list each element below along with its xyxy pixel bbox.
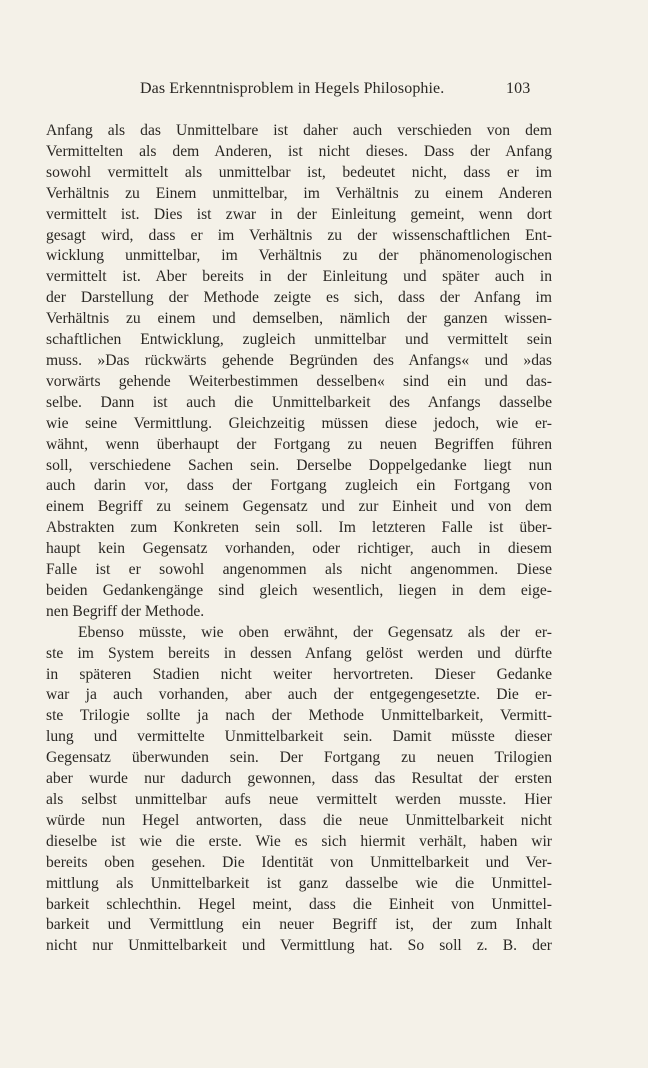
text-line: wicklung unmittelbar, im Verhältnis zu der phänomenologischen (46, 247, 552, 265)
text-line: Vermittelten als dem Anderen, ist nicht dieses. Dass der Anfang (46, 142, 552, 160)
text-line: nen Begriff der Methode. (46, 602, 205, 620)
text-line: als selbst unmittelbar aufs neue vermittelt werden musste. Hier (46, 791, 552, 808)
text-line: vermittelt ist. Dies ist zwar in der Einleitung gemeint, wenn dort (46, 205, 552, 223)
text-line: der Darstellung der Methode zeigte es sich, dass der Anfang im (46, 289, 552, 307)
text-line: ste im System bereits in dessen Anfang gelöst werden und dürfte (46, 644, 552, 662)
text-line: wähnt, wenn überhaupt der Fortgang zu neuen Begriffen führen (46, 435, 552, 453)
text-line: dieselbe ist wie die erste. Wie es sich hiermit verhält, haben wir (46, 832, 552, 850)
text-line: vermittelt ist. Aber bereits in der Einleitung und später auch in (46, 268, 552, 286)
text-line: nicht nur Unmittelbarkeit und Vermittlung hat. So soll z. B. der (46, 937, 552, 955)
paragraph (46, 121, 552, 623)
text-line: einem Begriff zu seinem Gegensatz und zur Einheit und von dem (46, 498, 552, 516)
text-line: muss. »Das rückwärts gehende Begründen des Anfangs« und »das (46, 351, 552, 369)
text-line: selbe. Dann ist auch die Unmittelbarkeit des Anfangs dasselbe (46, 393, 552, 411)
text-line: Gegensatz überwunden sein. Der Fortgang zu neuen Trilogien (46, 749, 552, 767)
paragraph (46, 623, 552, 958)
text-line: soll, verschiedene Sachen sein. Derselbe Doppelgedanke liegt nun (46, 456, 552, 474)
text-line: war ja auch vorhanden, aber auch der entgegengesetzte. Die er- (46, 686, 552, 704)
text-line: Abstrakten zum Konkreten sein soll. Im letzteren Falle ist über- (46, 519, 552, 537)
text-line: vorwärts gehende Weiterbestimmen desselben« sind ein und das- (46, 372, 552, 390)
text-line: auch darin vor, dass der Fortgang zugleich ein Fortgang von (46, 477, 552, 495)
text-line: Falle ist er sowohl angenommen als nicht angenommen. Diese (46, 561, 552, 579)
text-line: bereits oben gesehen. Die Identität von Unmittelbarkeit und Ver- (46, 853, 552, 871)
text-line: lung und vermittelte Unmittelbarkeit sein. Damit müsste dieser (46, 728, 552, 746)
text-line: Verhältnis zu einem und demselben, nämlich der ganzen wissen- (46, 310, 552, 328)
text-line: barkeit schlechthin. Hegel meint, dass die Einheit von Unmittel- (46, 895, 552, 913)
text-line: Anfang als das Unmittelbare ist daher auch verschieden von dem (46, 122, 552, 139)
text-line: barkeit und Vermittlung ein neuer Begriff ist, der zum Inhalt (46, 916, 552, 934)
text-line: schaftlichen Entwicklung, zugleich unmittelbar und vermittelt sein (46, 331, 552, 349)
text-line: haupt kein Gegensatz vorhanden, oder richtiger, auch in diesem (46, 540, 552, 558)
body-text (46, 121, 552, 957)
text-line: aber wurde nur dadurch gewonnen, dass das Resultat der ersten (46, 770, 552, 788)
text-line: Verhältnis zu Einem unmittelbar, im Verhältnis zu einem Anderen (46, 184, 552, 202)
text-line: in späteren Stadien nicht weiter hervortreten. Dieser Gedanke (46, 665, 552, 683)
text-line: Ebenso müsste, wie oben erwähnt, der Gegensatz als der er- (78, 623, 552, 641)
text-line: ste Trilogie sollte ja nach der Methode Unmittelbarkeit, Vermitt- (46, 707, 552, 725)
text-line: gesagt wird, dass er im Verhältnis zu der wissenschaftlichen Ent- (46, 226, 552, 244)
text-line: sowohl vermittelt als unmittelbar ist, bedeutet nicht, dass er im (46, 163, 552, 181)
text-line: wie seine Vermittlung. Gleichzeitig müssen diese jedoch, wie er- (46, 414, 552, 432)
running-title: Das Erkenntnisproblem in Hegels Philosophie. (140, 80, 445, 97)
text-line: mittlung als Unmittelbarkeit ist ganz dasselbe wie die Unmittel- (46, 874, 552, 892)
page-number: 103 (506, 80, 531, 97)
text-line: würde nun Hegel antworten, dass die neue Unmittelbarkeit nicht (46, 811, 552, 829)
text-line: beiden Gedankengänge sind gleich wesentlich, liegen in dem eige- (46, 581, 552, 599)
